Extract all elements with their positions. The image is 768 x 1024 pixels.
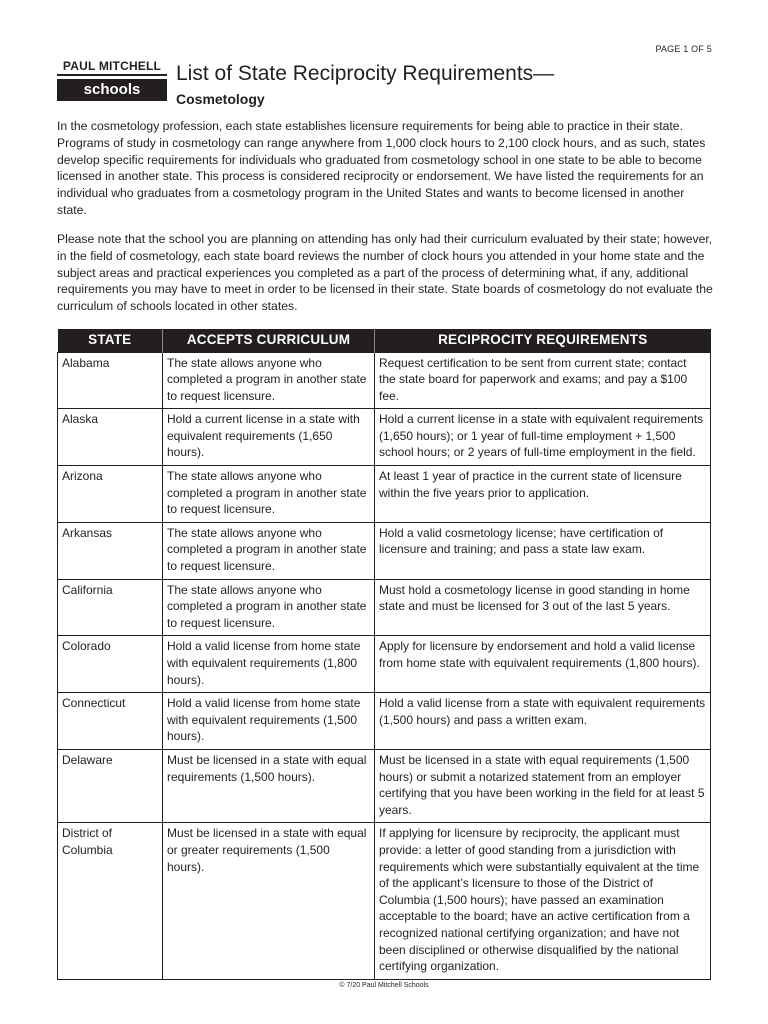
curriculum-cell: Hold a current license in a state with equivalent requirements (1,650 hours).	[163, 409, 375, 466]
page-number: PAGE 1 OF 5	[655, 44, 712, 54]
requirements-cell: Hold a valid cosmetology license; have certification of licensure and training; and pass a state law exam.	[375, 522, 711, 579]
state-cell: California	[58, 579, 163, 636]
header-accepts-curriculum: ACCEPTS CURRICULUM	[163, 329, 375, 352]
curriculum-cell: Must be licensed in a state with equal or greater requirements (1,500 hours).	[163, 823, 375, 979]
paul-mitchell-schools-logo	[57, 60, 167, 102]
state-cell: Arkansas	[58, 522, 163, 579]
document-subtitle: Cosmetology	[176, 91, 265, 107]
table-row	[58, 352, 711, 409]
curriculum-cell: The state allows anyone who completed a program in another state to request licensure.	[163, 579, 375, 636]
requirements-cell: Apply for licensure by endorsement and hold a valid license from home state with equivalent requirements (1,800 hours).	[375, 636, 711, 693]
table-row	[58, 522, 711, 579]
table-row	[58, 579, 711, 636]
curriculum-cell: The state allows anyone who completed a program in another state to request licensure.	[163, 352, 375, 409]
table-header-row	[58, 329, 711, 352]
note-paragraph: Please note that the school you are planning on attending has only had their curriculum evaluated by their state; however, in the field of cosmetology, each state board reviews the number of clock hours you attended in your home state and the subject areas and practical experiences you completed as a part of the process of determining what, if any, additional requirements you may have to meet in order to be licensed in their state. State boards of cosmetology do not evaluate the curriculum of schools located in other states.	[57, 232, 713, 314]
state-cell: District of Columbia	[58, 823, 163, 979]
logo-wordmark: PAUL MITCHELL	[57, 60, 167, 76]
table-row	[58, 409, 711, 466]
table-row	[58, 466, 711, 523]
logo-schools-label: schools	[57, 79, 167, 101]
intro-paragraph: In the cosmetology profession, each state establishes licensure requirements for being able to practice in their state. Programs of study in cosmetology can range anywhere from 1,000 clock hours to 2,100 clock hours, and as such, states develop specific requirements for individuals who graduated from cosmetology school in one state to be able to become licensed in another state. This process is considered reciprocity or endorsement. We have listed the requirements for an individual who graduates from a cosmetology program in the United States and wants to become licensed in another state.	[57, 119, 706, 217]
state-cell: Alaska	[58, 409, 163, 466]
header-state: STATE	[58, 329, 163, 352]
curriculum-cell: Hold a valid license from home state with equivalent requirements (1,500 hours).	[163, 693, 375, 750]
requirements-cell: Hold a current license in a state with equivalent requirements (1,650 hours); or 1 year of full-time employment + 1,500 school hours; or 2 years of full-time employment in the field.	[375, 409, 711, 466]
footer-copyright: © 7/20 Paul Mitchell Schools	[339, 982, 429, 989]
requirements-cell: If applying for licensure by reciprocity, the applicant must provide: a letter of good standing from a jurisdiction with requirements which were substantially equivalent at the time of the applicant’s licensure to those of the District of Columbia (1,500 hours); have passed an examination acceptable to the board; have an active certification from a recognized national certifying organization; and have not been disciplined or otherwise disqualified by the national certifying organization.	[375, 823, 711, 979]
curriculum-cell: Hold a valid license from home state with equivalent requirements (1,800 hours).	[163, 636, 375, 693]
requirements-cell: Request certification to be sent from current state; contact the state board for paperwork and exams; and pay a $100 fee.	[375, 352, 711, 409]
curriculum-cell: The state allows anyone who completed a program in another state to request licensure.	[163, 522, 375, 579]
state-cell: Delaware	[58, 749, 163, 822]
requirements-cell: At least 1 year of practice in the current state of licensure within the five years prior to application.	[375, 466, 711, 523]
requirements-cell: Must be licensed in a state with equal requirements (1,500 hours) or submit a notarized statement from an employer certifying that you have been working in the field for at least 5 years.	[375, 749, 711, 822]
reciprocity-table	[57, 329, 711, 980]
state-cell: Connecticut	[58, 693, 163, 750]
state-cell: Alabama	[58, 352, 163, 409]
table-row	[58, 693, 711, 750]
state-cell: Colorado	[58, 636, 163, 693]
state-cell: Arizona	[58, 466, 163, 523]
requirements-cell: Hold a valid license from a state with equivalent requirements (1,500 hours) and pass a written exam.	[375, 693, 711, 750]
requirements-cell: Must hold a cosmetology license in good standing in home state and must be licensed for 3 out of the last 5 years.	[375, 579, 711, 636]
header-reciprocity-requirements: RECIPROCITY REQUIREMENTS	[375, 329, 711, 352]
curriculum-cell: The state allows anyone who completed a program in another state to request licensure.	[163, 466, 375, 523]
table-row	[58, 823, 711, 979]
table-row	[58, 749, 711, 822]
document-title: List of State Reciprocity Requirements—	[176, 62, 555, 85]
table-row	[58, 636, 711, 693]
curriculum-cell: Must be licensed in a state with equal requirements (1,500 hours).	[163, 749, 375, 822]
